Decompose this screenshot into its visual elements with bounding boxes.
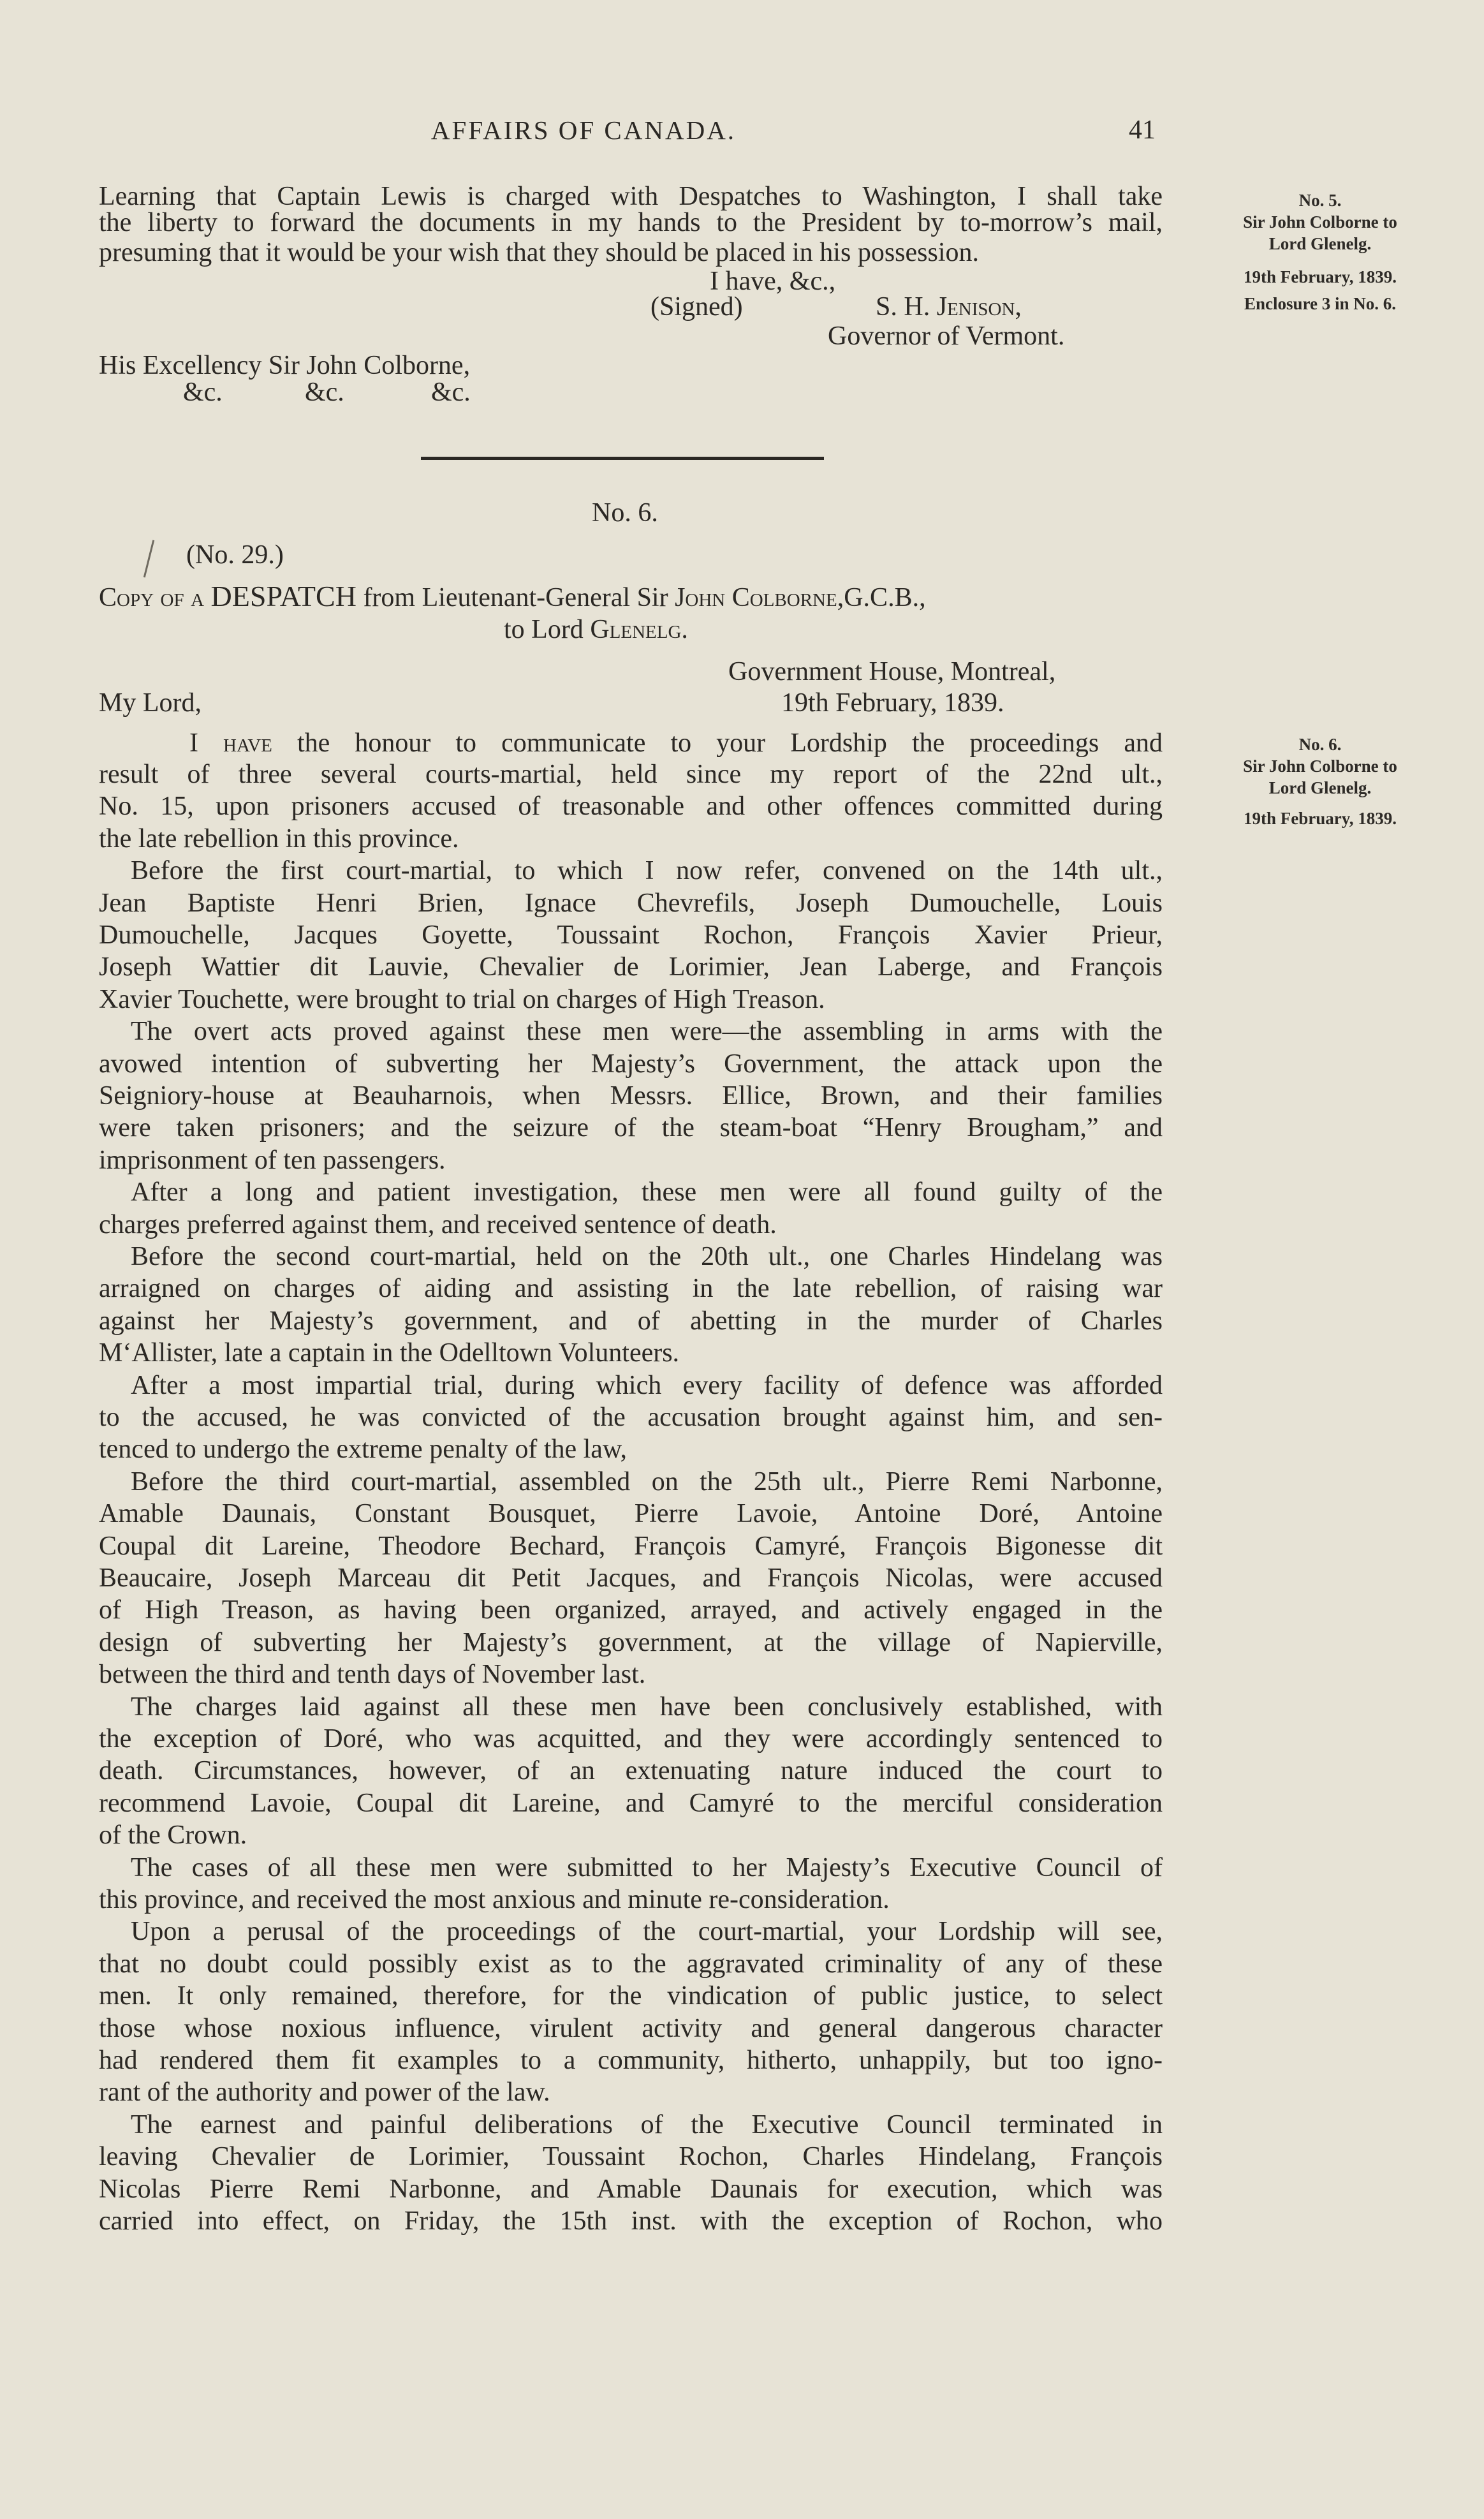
despatch-sub-number: (No. 29.) xyxy=(186,540,284,570)
signatory-name: S. H. Jenison, xyxy=(876,292,1022,321)
body-line: Before the second court-martial, held on the 20th ult., one Charles Hindelang was xyxy=(131,1242,1163,1271)
body-line: Jean Baptiste Henri Brien, Ignace Chevrefils, Joseph Dumouchelle, Louis xyxy=(99,889,1163,918)
section-divider xyxy=(421,457,824,460)
body-line: between the third and tenth days of November last. xyxy=(99,1660,646,1689)
body-line: recommend Lavoie, Coupal dit Lareine, and Camyré to the merciful consideration xyxy=(99,1789,1163,1818)
margin-note-line: Lord Glenelg. xyxy=(1268,234,1372,253)
margin-note-line: 19th February, 1839. xyxy=(1244,809,1397,828)
title-gcb: ,G.C.B., xyxy=(837,583,926,612)
body-line: death. Circumstances, however, of an extenuating nature induced the court to xyxy=(99,1756,1163,1785)
body-line: Joseph Wattier dit Lauvie, Chevalier de Lorimier, Jean Laberge, and François xyxy=(99,952,1163,982)
body-line: The cases of all these men were submitted to her Majesty’s Executive Council of xyxy=(131,1853,1163,1882)
body-line: those whose noxious influence, virulent activity and general dangerous character xyxy=(99,2014,1163,2043)
body-line: avowed intention of subverting her Majesty’s Government, the attack upon the xyxy=(99,1049,1163,1079)
body-line: Nicolas Pierre Remi Narbonne, and Amable Daunais for execution, which was xyxy=(99,2175,1163,2204)
body-line: of High Treason, as having been organized, arrayed, and actively engaged in the xyxy=(99,1595,1163,1625)
body-line: the exception of Doré, who was acquitted, and they were accordingly sentenced to xyxy=(99,1724,1163,1754)
letter-line: presuming that it would be your wish that they should be placed in his possession. xyxy=(99,238,980,267)
first-line-rest: the honour to communicate to your Lordship the proceedings and xyxy=(272,728,1163,758)
body-line: to the accused, he was convicted of the accusation brought against him, and sen- xyxy=(99,1403,1163,1432)
body-line: were taken prisoners; and the seizure of the steam-boat “Henry Brougham,” and xyxy=(99,1113,1163,1142)
page-number: 41 xyxy=(1129,115,1156,145)
signed-label: (Signed) xyxy=(650,292,743,321)
letter-closing: I have, &c., xyxy=(710,267,836,296)
body-line: Amable Daunais, Constant Bousquet, Pierre Lavoie, Antoine Doré, Antoine xyxy=(99,1499,1163,1528)
body-line: After a long and patient investigation, these men were all found guilty of the xyxy=(131,1178,1163,1207)
margin-note-despatch xyxy=(1161,734,1480,829)
etc-text: &c. xyxy=(183,378,223,407)
title-name: John Colborne xyxy=(675,583,837,612)
body-line: carried into effect, on Friday, the 15th inst. with the exception of Rochon, who xyxy=(99,2206,1163,2236)
body-line: Before the third court-martial, assembled on the 25th ult., Pierre Remi Narbonne, xyxy=(131,1467,1163,1496)
margin-note-line: Sir John Colborne to xyxy=(1243,757,1397,776)
despatch-salutation: My Lord, xyxy=(99,688,202,718)
body-line: The charges laid against all these men have been conclusively established, with xyxy=(131,1692,1163,1722)
body-line: Before the first court-martial, to which I now refer, convened on the 14th ult., xyxy=(131,856,1163,885)
etc-text: &c. xyxy=(431,378,471,407)
margin-pencil-mark xyxy=(143,540,154,578)
margin-note-line: No. 5. xyxy=(1298,191,1342,210)
body-line: of the Crown. xyxy=(99,1821,247,1850)
body-line: Dumouchelle, Jacques Goyette, Toussaint Rochon, François Xavier Prieur, xyxy=(99,920,1163,950)
body-line: rant of the authority and power of the law. xyxy=(99,2078,550,2107)
body-line: charges preferred against them, and received sentence of death. xyxy=(99,1210,777,1239)
body-line: had rendered them fit examples to a community, hitherto, unhappily, but too igno- xyxy=(99,2046,1163,2075)
signatory-title: Governor of Vermont. xyxy=(828,321,1065,351)
body-line: Upon a perusal of the proceedings of the court-martial, your Lordship will see, xyxy=(131,1917,1163,1946)
etc-text: &c. xyxy=(305,378,344,407)
margin-note-line: Enclosure 3 in No. 6. xyxy=(1244,294,1397,313)
letter-line: the liberty to forward the documents in my hands to the President by to-morrow’s mail, xyxy=(99,208,1163,237)
despatch-title-line-2 xyxy=(504,614,688,646)
body-line: M‘Allister, late a captain in the Odelltown Volunteers. xyxy=(99,1338,680,1368)
margin-note-enclosure xyxy=(1161,189,1480,314)
body-line: No. 15, upon prisoners accused of treasonable and other offences committed during xyxy=(99,792,1163,821)
margin-note-line: 19th February, 1839. xyxy=(1244,267,1397,286)
title-despatch: DESPATCH xyxy=(210,580,356,612)
body-line: Beaucaire, Joseph Marceau dit Petit Jacques, and François Nicolas, were accused xyxy=(99,1563,1163,1593)
body-first-line xyxy=(189,727,1163,759)
letter-addressee: His Excellency Sir John Colborne, xyxy=(99,351,471,380)
body-line: that no doubt could possibly exist as to the aggravated criminality of any of these xyxy=(99,1949,1163,1979)
body-line: against her Majesty’s government, and of abetting in the murder of Charles xyxy=(99,1306,1163,1336)
body-line: tenced to undergo the extreme penalty of the law, xyxy=(99,1435,628,1464)
body-line: The earnest and painful deliberations of the Executive Council terminated in xyxy=(131,2110,1163,2139)
body-line: imprisonment of ten passengers. xyxy=(99,1146,446,1175)
first-word: I have xyxy=(189,728,272,758)
body-line: the late rebellion in this province. xyxy=(99,824,459,853)
body-line: arraigned on charges of aiding and assisting in the late rebellion, of raising war xyxy=(99,1274,1163,1303)
body-line: result of three several courts-martial, held since my report of the 22nd ult., xyxy=(99,760,1163,789)
despatch-number: No. 6. xyxy=(592,498,658,528)
despatch-location: Government House, Montreal, xyxy=(728,657,1056,686)
margin-note-line: Sir John Colborne to xyxy=(1243,212,1397,232)
body-line: The overt acts proved against these men were—the assembling in arms with the xyxy=(131,1017,1163,1046)
body-line: Xavier Touchette, were brought to trial on charges of High Treason. xyxy=(99,985,825,1014)
title-lord: Glenelg. xyxy=(590,615,688,644)
body-line: this province, and received the most anxious and minute re-consideration. xyxy=(99,1885,890,1914)
title-from: from Lieutenant-General Sir xyxy=(356,583,675,612)
running-header-title: AFFAIRS OF CANADA. xyxy=(430,115,737,145)
title-copy: Copy of a xyxy=(99,583,211,612)
margin-note-line: Lord Glenelg. xyxy=(1268,778,1372,797)
letter-line: Learning that Captain Lewis is charged with Despatches to Washington, I shall take xyxy=(99,182,1163,211)
body-line: Seigniory-house at Beauharnois, when Messrs. Ellice, Brown, and their families xyxy=(99,1081,1163,1111)
body-line: men. It only remained, therefore, for the vindication of public justice, to select xyxy=(99,1981,1163,2011)
margin-note-line: No. 6. xyxy=(1298,735,1342,754)
despatch-title-line-1 xyxy=(99,580,926,614)
title-to: to Lord xyxy=(504,615,591,644)
despatch-date: 19th February, 1839. xyxy=(781,688,1004,718)
body-line: Coupal dit Lareine, Theodore Bechard, François Camyré, François Bigonesse dit xyxy=(99,1532,1163,1561)
body-line: design of subverting her Majesty’s government, at the village of Napierville, xyxy=(99,1628,1163,1657)
body-line: leaving Chevalier de Lorimier, Toussaint Rochon, Charles Hindelang, François xyxy=(99,2142,1163,2171)
body-line: After a most impartial trial, during which every facility of defence was afforded xyxy=(131,1371,1163,1400)
